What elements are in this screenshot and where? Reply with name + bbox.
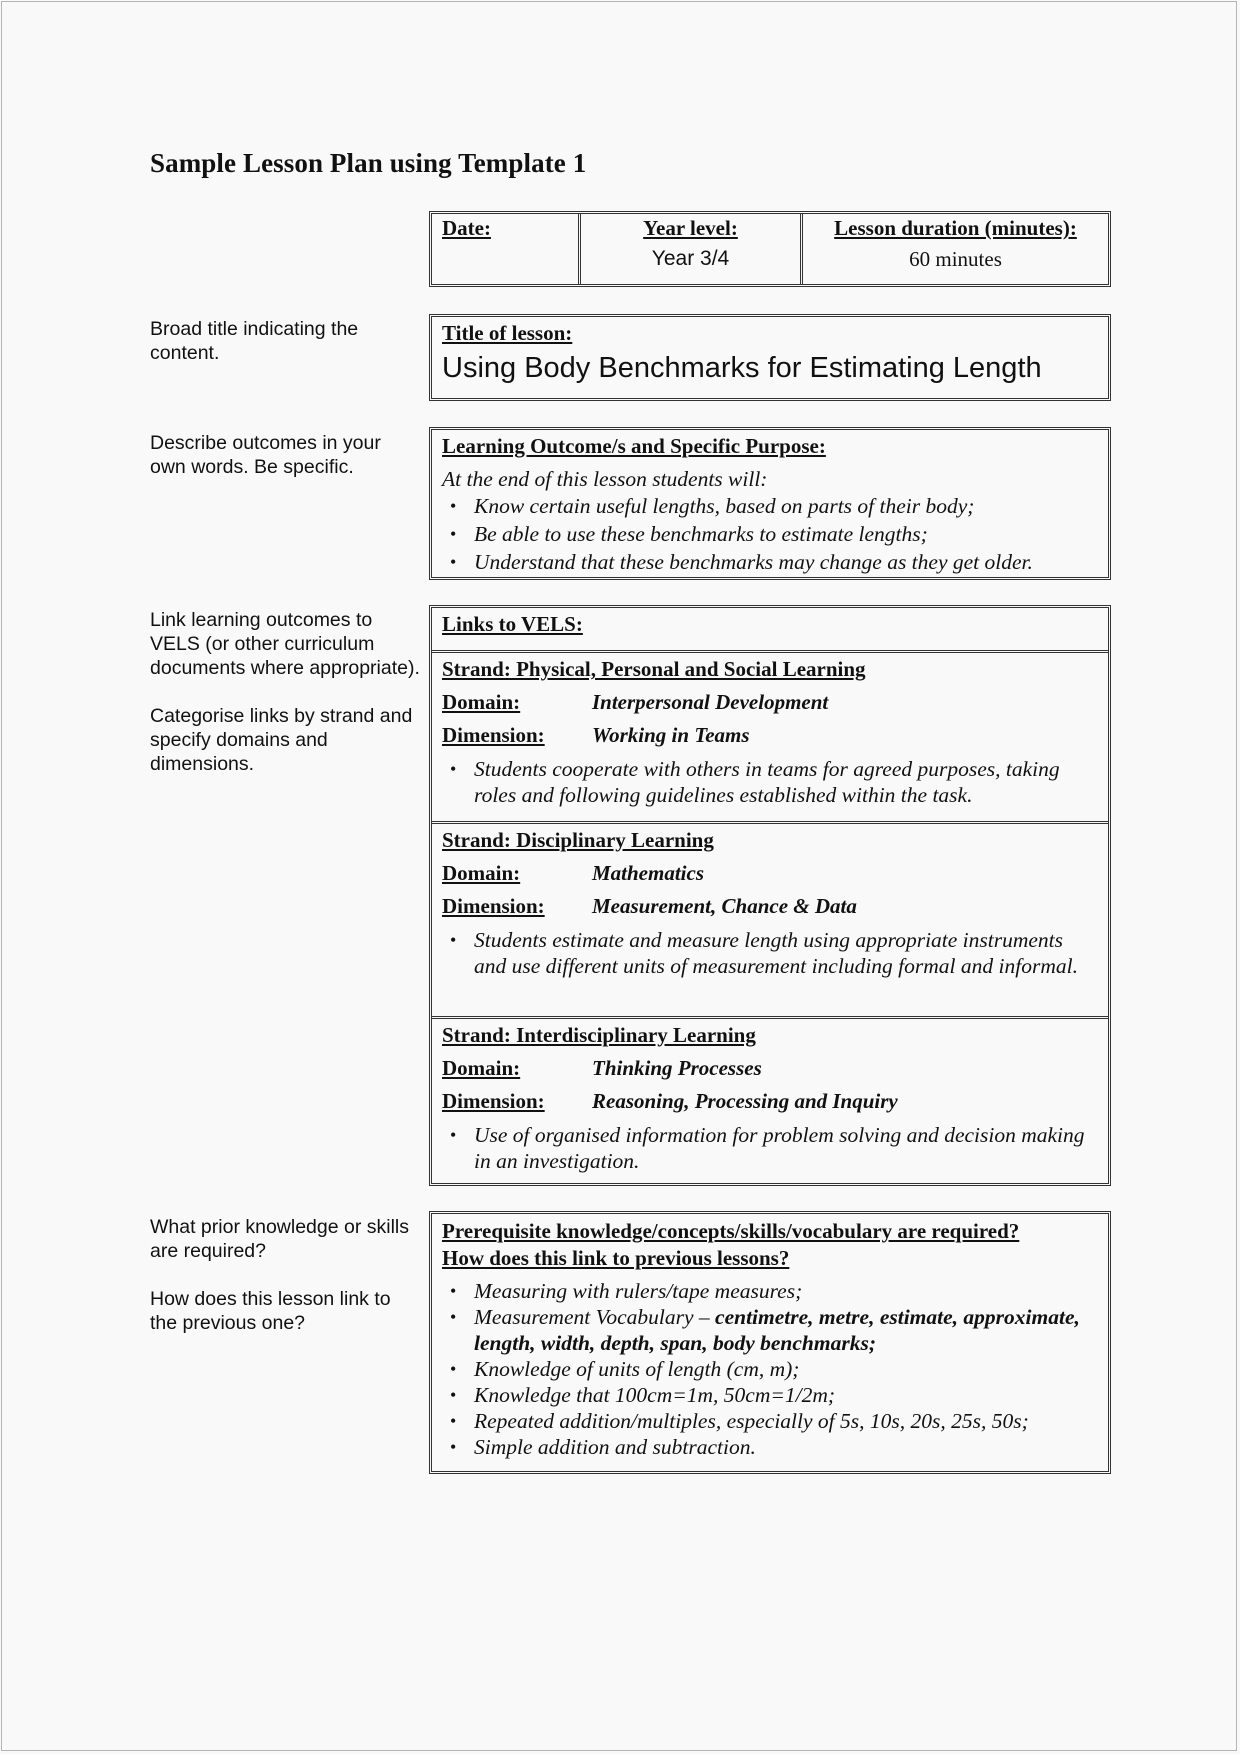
strand-point: • Students cooperate with others in teams for agreed purposes, taking roles and following guidelines established within the task. [442,756,1098,808]
date-cell [432,214,581,284]
prerequisite-item [442,1304,1098,1356]
strand-title: Strand: Interdisciplinary Learning [442,1023,756,1047]
outcome-item: • Understand that these benchmarks may change as they get older. [442,549,1098,575]
dimension-row [442,723,1098,748]
dimension-label: Dimension: [442,723,545,747]
prerequisites-label-2: How does this link to previous lessons? [442,1246,790,1270]
dimension-row [442,1089,1098,1114]
lesson-title-box [429,314,1111,401]
vels-strand-section [432,650,1108,821]
title-note-text: Broad title indicating the content. [150,318,359,364]
vels-header [432,608,1108,650]
domain-row [442,690,1098,715]
lesson-title-value: Using Body Benchmarks for Estimating Length [442,352,1042,384]
vels-label: Links to VELS: [442,612,583,636]
dimension-label: Dimension: [442,1089,545,1113]
prerequisites-list [442,1278,1098,1460]
prior-note-1: What prior knowledge or skills are required? [150,1216,410,1262]
vels-box [429,605,1111,1186]
duration-value: 60 minutes [909,247,1002,271]
strand-point: • Students estimate and measure length using appropriate instruments and use different units of measurement including formal and informal. [442,927,1098,979]
outcomes-list [442,493,1098,575]
lesson-title-label: Title of lesson: [442,321,573,345]
document-title: Sample Lesson Plan using Template 1 [150,148,587,178]
outcome-item: • Be able to use these benchmarks to estimate lengths; [442,521,1098,547]
year-level-value: Year 3/4 [651,247,730,270]
domain-value: Mathematics [592,861,705,885]
vels-note-2: Categorise links by strand and specify domains and dimensions. [150,705,413,775]
prerequisite-item: • Simple addition and subtraction. [442,1434,1098,1460]
prerequisite-item-text: Measurement Vocabulary – [474,1305,716,1329]
outcomes-label: Learning Outcome/s and Specific Purpose: [442,434,826,458]
strand-title: Strand: Physical, Personal and Social Learning [442,657,866,681]
dimension-value: Reasoning, Processing and Inquiry [592,1089,898,1113]
vels-strand-section [432,821,1108,1016]
outcomes-note-text: Describe outcomes in your own words. Be specific. [150,432,381,478]
domain-row [442,861,1098,886]
vels-strand-section [432,1016,1108,1183]
vels-note [150,608,420,776]
strand-points [442,1122,1098,1174]
prerequisite-vocabulary: centimetre, metre, estimate, approximate, length, width, depth, span, body benchmarks; [474,1305,1080,1355]
dimension-value: Working in Teams [592,723,750,747]
strand-points [442,756,1098,808]
prerequisite-item: • Repeated addition/multiples, especially of 5s, 10s, 20s, 25s, 50s; [442,1408,1098,1434]
year-level-label: Year level: [643,216,738,240]
prior-knowledge-note [150,1215,420,1335]
duration-label: Lesson duration (minutes): [834,216,1077,240]
strand-point: • Use of organised information for problem solving and decision making in an investigation. [442,1122,1098,1174]
duration-cell [803,214,1108,284]
prior-note-2: How does this lesson link to the previous one? [150,1288,391,1334]
domain-label: Domain: [442,1056,521,1080]
strand-points [442,927,1098,979]
year-level-cell [581,214,803,284]
vels-note-1: Link learning outcomes to VELS (or other curriculum documents where appropriate). [150,609,420,679]
strand-title: Strand: Disciplinary Learning [442,828,714,852]
header-table [429,211,1111,287]
title-note [150,317,420,365]
dimension-row [442,894,1098,919]
outcomes-note [150,431,420,479]
domain-value: Thinking Processes [592,1056,762,1080]
domain-value: Interpersonal Development [592,690,829,714]
domain-label: Domain: [442,690,521,714]
outcomes-intro: At the end of this lesson students will: [442,467,768,491]
domain-label: Domain: [442,861,521,885]
outcome-item: • Know certain useful lengths, based on parts of their body; [442,493,1098,519]
prerequisite-item: • Knowledge of units of length (cm, m); [442,1356,1098,1382]
domain-row [442,1056,1098,1081]
dimension-value: Measurement, Chance & Data [592,894,857,918]
prerequisite-item: • Measuring with rulers/tape measures; [442,1278,1098,1304]
date-label: Date: [442,216,491,240]
outcomes-box [429,427,1111,580]
prerequisites-label-1: Prerequisite knowledge/concepts/skills/vocabulary are required? [442,1219,1020,1243]
prerequisites-box [429,1211,1111,1474]
dimension-label: Dimension: [442,894,545,918]
prerequisite-item: • Knowledge that 100cm=1m, 50cm=1/2m; [442,1382,1098,1408]
